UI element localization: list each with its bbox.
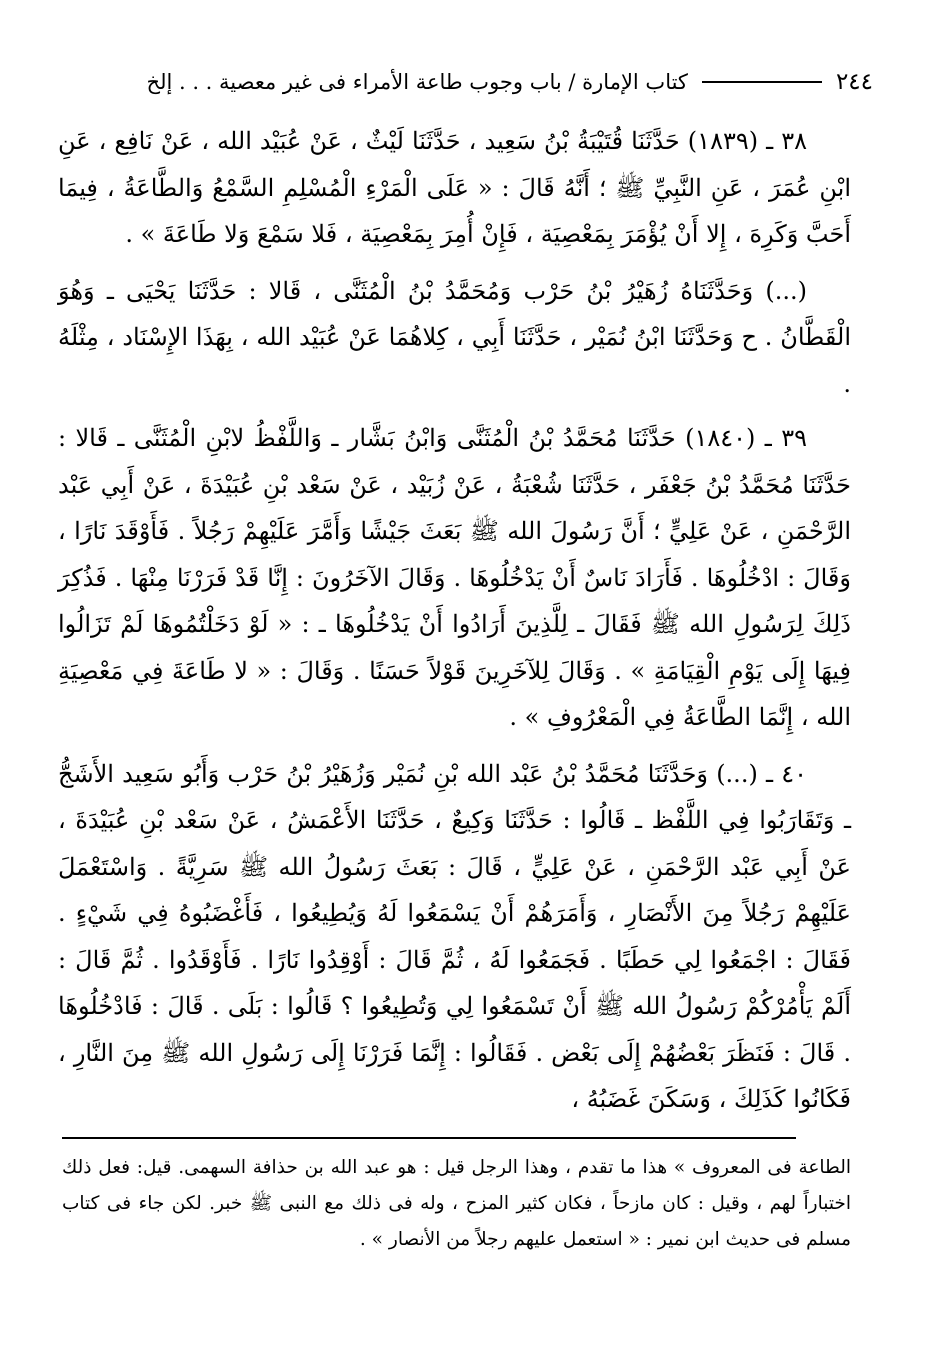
footnote: الطاعة فى المعروف » هذا ما تقدم ، وهذا الرجل قيل : هو عبد الله بن حذافة السهمى. قيل: فعل ذلك اختباراً لهم ، وقيل : كان مازحاً ، فكان كثير المزح ، وله فى ذلك مع النبى ﷺ خبر. لكن جاء فى كتاب مسلم فى حديث ابن نمير : « استعمل عليهم رجلاً من الأنصار » . [62, 1157, 851, 1250]
page-number: ٢٤٤ [835, 69, 873, 95]
header-rule [702, 81, 822, 83]
hadith-38-paragraph: ٣٨ ـ (١٨٣٩) حَدَّثَنَا قُتَيْبَةُ بْنُ سَعِيد ، حَدَّثَنَا لَيْثٌ ، عَنْ عُبَيْد الله ، عَنْ نَافِع ، عَنِ ابْنِ عُمَرَ ، عَنِ النَّبِيِّ ﷺ ؛ أَنَّهُ قَالَ : « عَلَى الْمَرْءِ الْمُسْلِمِ السَّمْعُ وَالطَّاعَةُ ، فِيمَا أَحَبَّ وَكَرِهَ ، إِلا أَنْ يُؤْمَرَ بِمَعْصِيَة ، فَإِنْ أُمِرَ بِمَعْصِيَة ، فَلا سَمْعَ وَلا طَاعَةَ » . [58, 127, 851, 248]
hadith-38-chain-paragraph: (...) وَحَدَّثَنَاهُ زُهَيْرُ بْنُ حَرْب وَمُحَمَّدُ بْنُ الْمُثَنَّى ، قَالا : حَدَّثَنَا يَحْيَى ـ وَهُوَ الْقَطَّانُ . ح وَحَدَّثَنَا ابْنُ نُمَيْر ، حَدَّثَنَا أَبِي ، كِلاهُمَا عَنْ عُبَيْد الله ، بِهَذَا الإِسْنَاد ، مِثْلَهُ . [58, 276, 851, 398]
running-title: كتاب الإمارة / باب وجوب طاعة الأمراء فى غير معصية . . . إلخ [146, 70, 688, 94]
hadith-40-paragraph: ٤٠ ـ (...) وَحَدَّثَنَا مُحَمَّدُ بْنُ عَبْد الله بْنِ نُمَيْر وَزُهَيْرُ بْنُ حَرْب وَأَبُو سَعِيد الأَشَجُّ ـ وَتَقَارَبُوا فِي اللَّفْظ ـ قَالُوا : حَدَّثَنَا وَكِيعٌ ، حَدَّثَنَا الأَعْمَشُ ، عَنْ سَعْد بْنِ عُبَيْدَةَ ، عَنْ أَبِي عَبْد الرَّحْمَنِ ، عَنْ عَلِيٍّ ، قَالَ : بَعَثَ رَسُولُ الله ﷺ سَرِيَّةً . وَاسْتَعْمَلَ عَلَيْهِمْ رَجُلاً مِنَ الأَنْصَارِ ، وَأَمَرَهُمْ أَنْ يَسْمَعُوا لَهُ وَيُطِيعُوا ، فَأَغْضَبُوهُ فِي شَيْءٍ . فَقَالَ : اجْمَعُوا لِي حَطَبًا . فَجَمَعُوا لَهُ ، ثُمَّ قَالَ : أَوْقِدُوا نَارًا . فَأَوْقَدُوا . ثُمَّ قَالَ : أَلَمْ يَأْمُرْكُمْ رَسُولُ الله ﷺ أَنْ تَسْمَعُوا لِي وَتُطِيعُوا ؟ قَالُوا : بَلَى . قَالَ : فَادْخُلُوهَا . قَالَ : فَنَظَرَ بَعْضُهُمْ إِلَى بَعْض . فَقَالُوا : إِنَّمَا فَرَرْنَا إِلَى رَسُولِ الله ﷺ مِنَ النَّارِ ، فَكَانُوا كَذَلِكَ ، وَسَكَنَ غَضَبُهُ ، [58, 759, 851, 1113]
page-header [58, 62, 873, 102]
footnote-separator [62, 1137, 796, 1139]
hadith-39-paragraph: ٣٩ ـ (١٨٤٠) حَدَّثَنَا مُحَمَّدُ بْنُ الْمُثَنَّى وَابْنُ بَشَّار ـ وَاللَّفْظُ لابْنِ الْمُثَنَّى ـ قَالا : حَدَّثَنَا مُحَمَّدُ بْنُ جَعْفَر ، حَدَّثَنَا شُعْبَةُ ، عَنْ زُبَيْد ، عَنْ سَعْد بْنِ عُبَيْدَةَ ، عَنْ أَبِي عَبْد الرَّحْمَنِ ، عَنْ عَلِيٍّ ؛ أَنَّ رَسُولَ الله ﷺ بَعَثَ جَيْشًا وَأَمَّرَ عَلَيْهِمْ رَجُلاً . فَأَوْقَدَ نَارًا ، وَقَالَ : ادْخُلُوهَا . فَأَرَادَ نَاسٌ أَنْ يَدْخُلُوهَا . وَقَالَ الآخَرُونَ : إِنَّا قَدْ فَرَرْنَا مِنْهَا . فَذُكِرَ ذَلِكَ لِرَسُولِ الله ﷺ فَقَالَ ـ لِلَّذِينَ أَرَادُوا أَنْ يَدْخُلُوهَا ـ : « لَوْ دَخَلْتُمُوهَا لَمْ تَزَالُوا فِيهَا إِلَى يَوْمِ الْقِيَامَةِ » . وَقَالَ لِلآخَرِينَ قَوْلاً حَسَنًا . وَقَالَ : « لا طَاعَةَ فِي مَعْصِيَةِ الله ، إِنَّمَا الطَّاعَةُ فِي الْمَعْرُوفِ » . [58, 424, 852, 731]
main-text [58, 118, 851, 1133]
